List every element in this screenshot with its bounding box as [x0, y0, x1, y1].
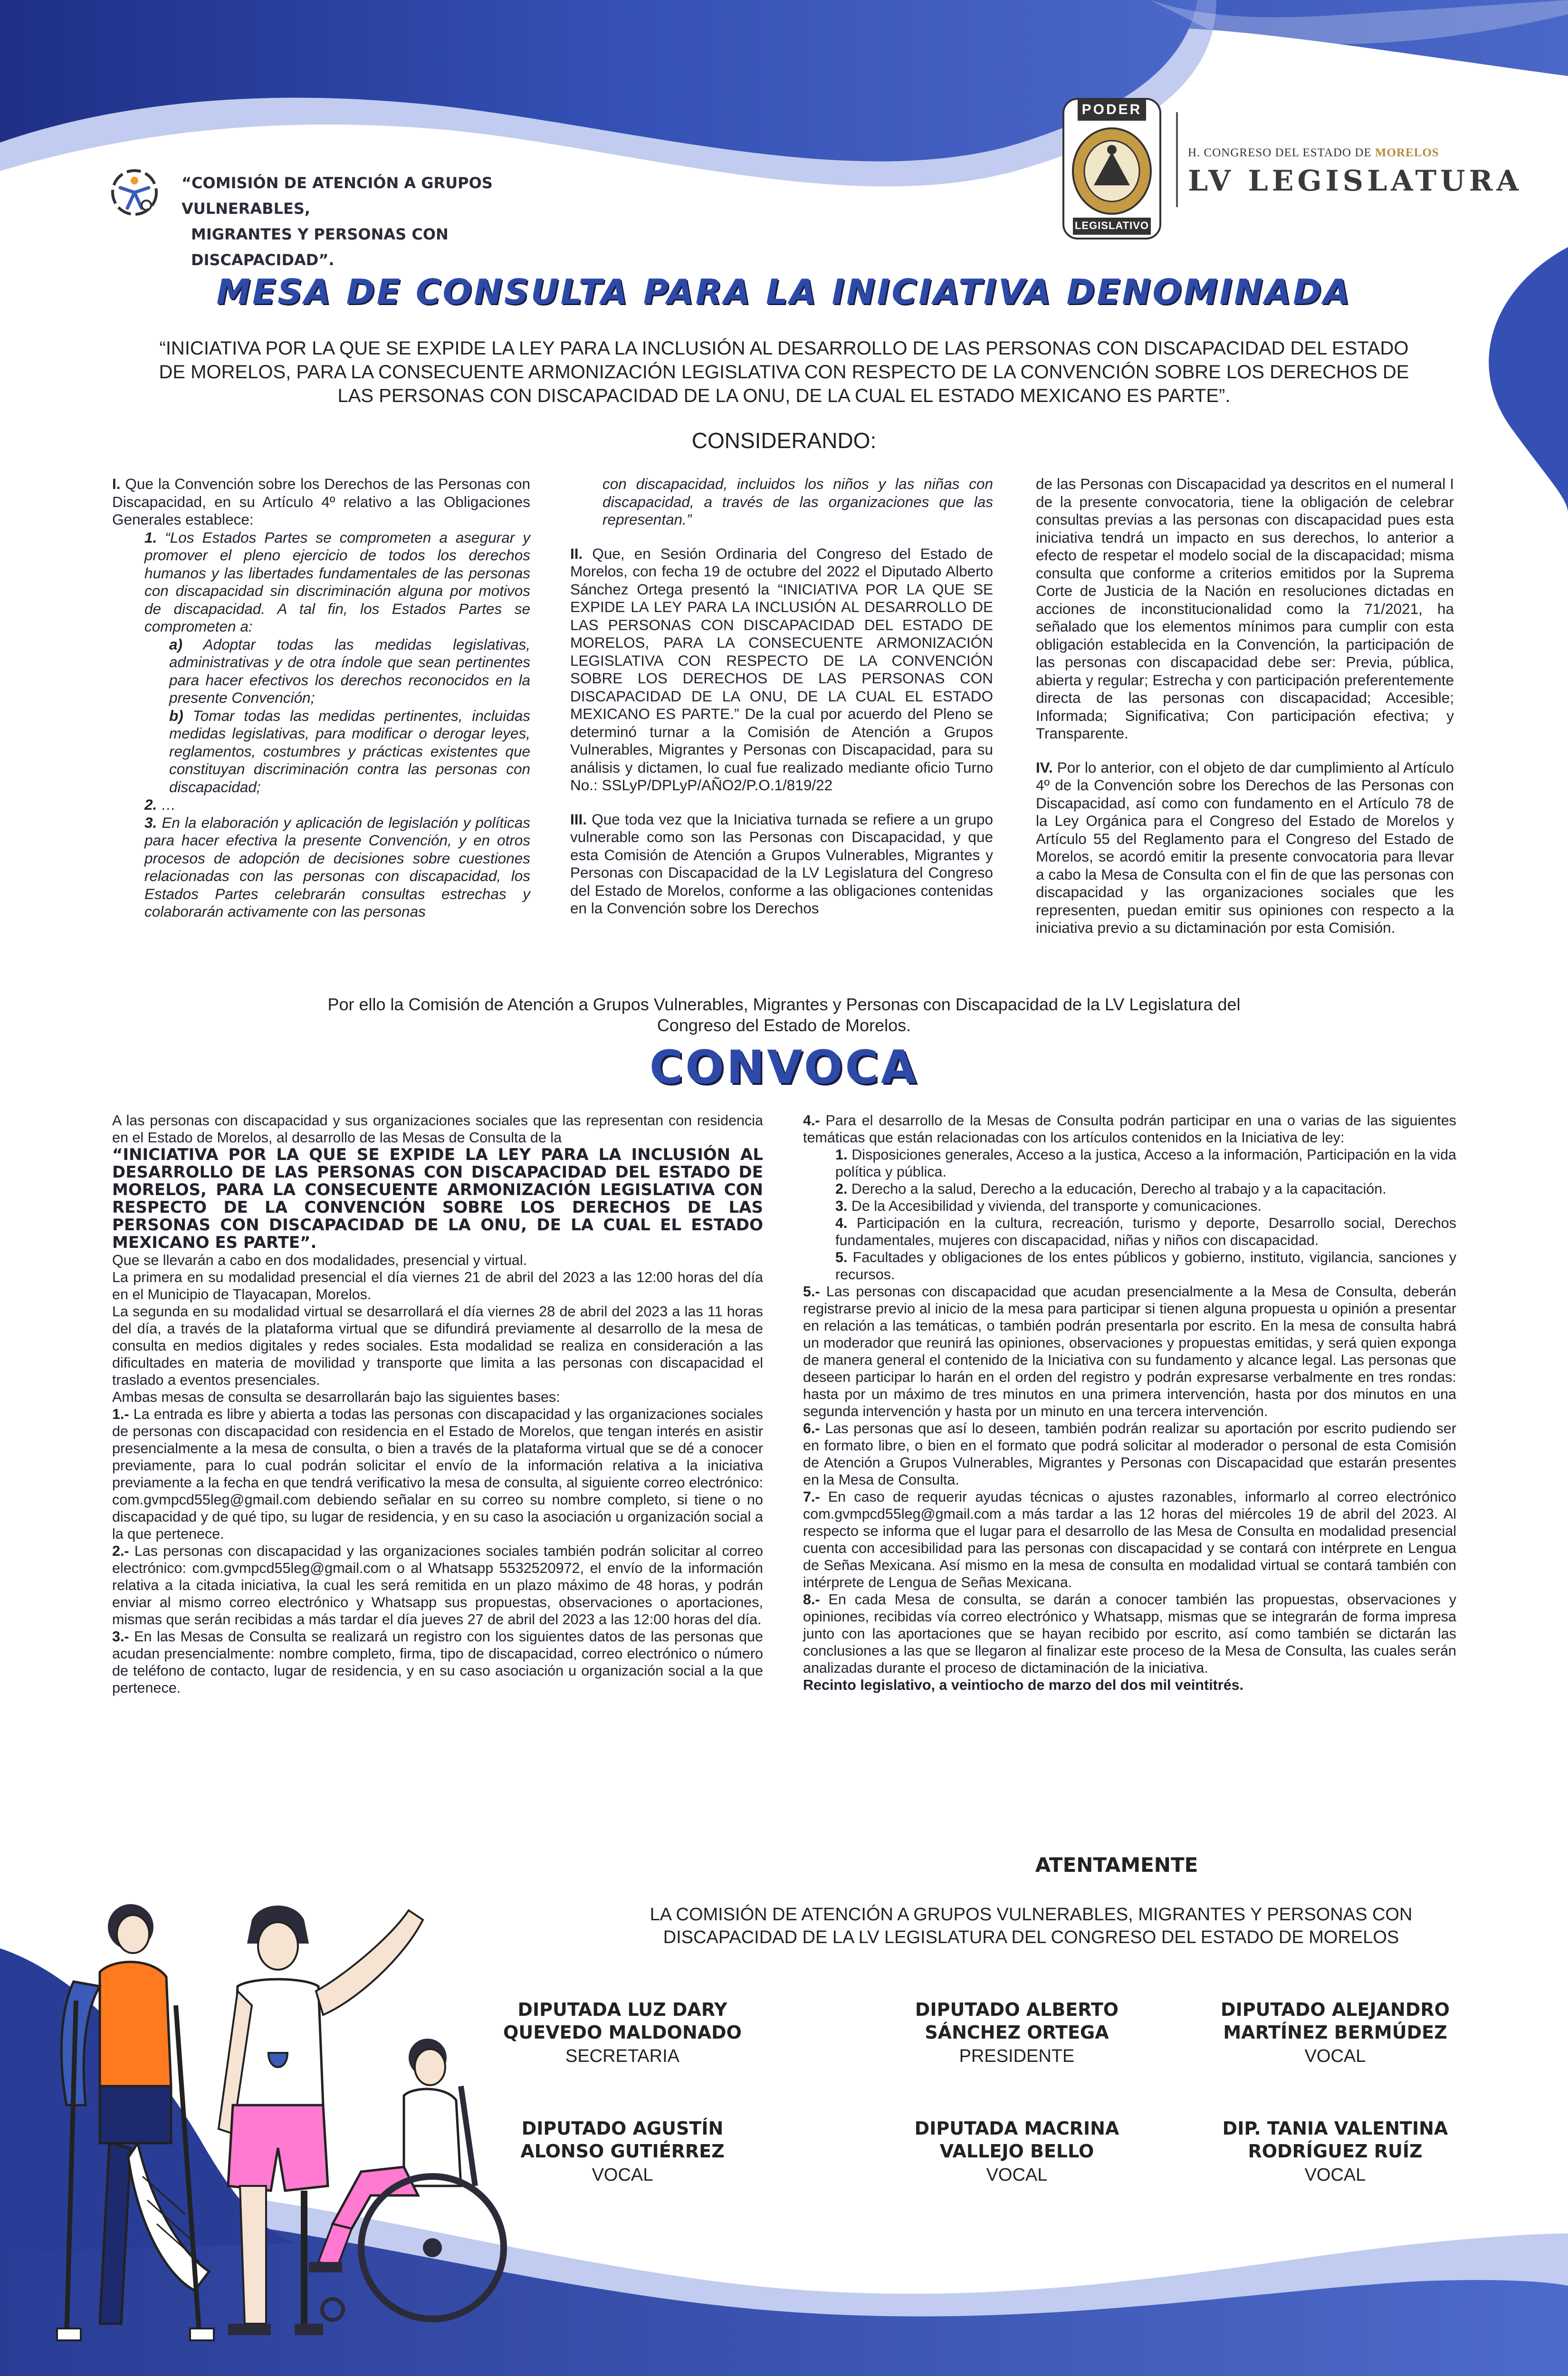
signature-role: VOCAL [1304, 2165, 1366, 2185]
base-5-text: Las personas con discapacidad que acudan presencialmente a la Mesa de Consulta, deberán registrarse previo al inicio de la mesa para participar si tienen alguna propuesta u opinión a presentar en relación a las temáticas, o también podrán presentarla por escrito. En la mesa de consulta habrá un moderador que reunirá las opiniones, observaciones y propuestas emitidas, y será quien exponga de manera general el contenido de la Iniciativa con su fundamento y alcance legal. Las personas que deseen participar lo harán en el orden del registro y podrán expresarse verbalmente en tres rondas: hasta por un máximo de tres minutos en una primera intervención, hasta por dos minutos en una segunda intervención y hasta por un minuto en una tercera intervención. [803, 1284, 1456, 1419]
numeral-iv-text: Por lo anterior, con el objeto de dar cumplimiento al Artículo 4º de la Convención sobre los Derechos de las Personas con Discapacidad, así como con fundamento en el Artículo 78 de la Ley Orgánica para el Congreso del Estado de Morelos y Artículo 55 del Reglamento para el Congreso del Estado de Morelos, se acordó emitir la presente convocatoria para llevar a cabo la Mesa de Consulta con el fin de que las personas con discapacidad y las organizaciones sociales que les representen, puedan emitir sus opiniones con respecto a la iniciativa previo a su dictaminación por esta Comisión. [1036, 758, 1454, 936]
seal-bottom-label: LEGISLATIVO [1074, 220, 1149, 231]
numeral-iv: IV. [1036, 758, 1053, 776]
signature-name-line-1: DIPUTADA MACRINA [914, 2118, 1119, 2139]
base-5 [803, 1283, 1456, 1420]
base-4-text: Para el desarrollo de la Mesas de Consulta podrán participar en una o varias de las siguientes temáticas que están relacionadas con los artículos contenidos en la Iniciativa de ley: [803, 1112, 1456, 1146]
convoca-heading: CONVOCA [649, 1041, 919, 1094]
considerando-iv [1036, 759, 1454, 937]
base-1-number: 1.- [112, 1406, 129, 1422]
considerando-iii-continued: de las Personas con Discapacidad ya descritos en el numeral I de la presente convocatoria, tiene la obligación de celebrar consultas previas a las personas con discapacidad pues esta iniciativa tendrá un impacto en sus derechos, lo anterior a efecto de respetar el modelo social de la discapacidad; misma consulta que conforme a criterios emitidos por la Suprema Corte de Justicia de la Nación en resoluciones dictadas en acciones de inconstitucionalidad como la 71/2021, ha señalado que los elementos mínimos para cumplir con esta obligación establecida en la Convención, la participación de las personas con discapacidad debe ser: Previa, pública, abierta y regular; Estrecha y con participación preferentemente directa de las personas con discapacidad; Accesible; Informada; Significativa; Con participación efectiva; y Transparente. [1036, 475, 1454, 742]
point-3-text: En la elaboración y aplicación de legislación y políticas para hacer efectiva la presente Convención, y en otros procesos de adopción de decisiones sobre cuestiones relacionadas con las personas con discapacidad, los Estados Partes celebrarán consultas estrechas y colaborarán activamente con las personas [144, 814, 530, 920]
numeral-i: I. [112, 475, 121, 492]
convention-point-a [112, 636, 530, 707]
signature-role: VOCAL [986, 2165, 1048, 2185]
theme-1-text: Disposiciones generales, Acceso a la justica, Acceso a la información, Participación en la vida política y pública. [835, 1147, 1456, 1180]
base-7 [803, 1488, 1456, 1591]
signature-2 [870, 1998, 1164, 2069]
point-b-text: Tomar todas las medidas pertinentes, incluidas medidas legislativas, para modificar o derogar leyes, reglamentos, costumbres y prácticas existentes que constituyan discriminación contra las personas con discapacidad; [169, 707, 530, 795]
seal-top-label: PODER [1081, 102, 1142, 117]
theme-4-text: Participación en la cultura, recreación, turismo y deporte, Desarrollo social, Derechos fundamentales, mujeres con discapacidad, niñas y niños con discapacidad. [835, 1215, 1456, 1248]
numeral-i-text: Que la Convención sobre los Derechos de las Personas con Discapacidad, en su Artículo 4º relativo a las Obligaciones Generales establece: [112, 475, 530, 528]
base-7-number: 7.- [803, 1489, 820, 1505]
atentamente-heading: ATENTAMENTE [1035, 1853, 1198, 1877]
base-3-number: 3.- [112, 1629, 129, 1645]
base-3 [112, 1628, 763, 1696]
base-1-text: La entrada es libre y abierta a todas las personas con discapacidad y las organizaciones sociales de personas con discapacidad con residencia en el Estado de Morelos, que tengan interés en asistir presencialmente a la mesa de consulta, o bien a través de la plataforma virtual que se dé a conocer previamente, para lo cual podrán solicitar el envío de la información relativa a la iniciativa previamente a la fecha en que tendrá verificativo la mesa de consulta, al siguiente correo electrónico: com.gvmpcd55leg@gmail.com debiendo señalar en su correo su nombre completo, si tiene o no discapacidad y de qué tipo, su lugar de residencia, y en su caso la asociación u organización social a la que pertenece. [112, 1406, 763, 1542]
theme-2 [803, 1180, 1456, 1198]
point-a-text: Adoptar todas las medidas legislativas, administrativas y de otra índole que sean pertinentes para hacer efectivos los derechos reconocidos en la presente Convención; [169, 635, 530, 706]
commission-name [182, 170, 571, 273]
point-2-number: 2. [144, 796, 157, 813]
legislature-name: LV LEGISLATURA [1188, 164, 1522, 198]
congress-state: MORELOS [1375, 146, 1439, 159]
theme-2-text: Derecho a la salud, Derecho a la educación, Derecho al trabajo y a la capacitación. [847, 1181, 1386, 1197]
signature-name-line-2: VALLEJO BELLO [939, 2141, 1094, 2162]
base-3-text: En las Mesas de Consulta se realizará un registro con los siguientes datos de las personas que acudan presencialmente: nombre completo, firma, tipo de discapacidad, correo electrónico o número de teléfono de contacto, lugar de residencia, y en su caso asociación u organización social a la que pertenece. [112, 1629, 763, 1696]
commission-line-2: MIGRANTES Y PERSONAS CON DISCAPACIDAD”. [191, 225, 449, 269]
base-4-number: 4.- [803, 1112, 820, 1129]
bases-column-2 [803, 1112, 1456, 1694]
base-2-number: 2.- [112, 1543, 129, 1559]
theme-3 [803, 1198, 1456, 1215]
base-8 [803, 1591, 1456, 1677]
considerando-heading: CONSIDERANDO: [691, 428, 877, 453]
theme-3-number: 3. [835, 1198, 848, 1214]
header-divider [1176, 112, 1178, 207]
theme-3-text: De la Accesibilidad y vivienda, del transporte y comunicaciones. [847, 1198, 1262, 1214]
base-8-number: 8.- [803, 1591, 820, 1608]
considerando-i [112, 475, 530, 529]
signature-name-line-1: DIPUTADO AGUSTÍN [521, 2118, 724, 2139]
page-title: MESA DE CONSULTA PARA LA INICIATIVA DENOMINADA [216, 272, 1352, 312]
por-ello-statement: Por ello la Comisión de Atención a Grupos Vulnerables, Migrantes y Personas con Discapacidad de la LV Legislatura del Congreso del Estado de Morelos. [327, 995, 1241, 1035]
signature-5 [870, 2117, 1164, 2187]
point-2-text: … [157, 796, 176, 813]
theme-4-number: 4. [835, 1215, 848, 1231]
inclusion-figure-icon [108, 166, 161, 219]
point-3-number: 3. [144, 814, 157, 831]
signature-name-line-1: DIPUTADO ALEJANDRO [1221, 1999, 1450, 2020]
commission-full-name: LA COMISIÓN DE ATENCIÓN A GRUPOS VULNERABLES, MIGRANTES Y PERSONAS CON DISCAPACIDAD DE LA LV LEGISLATURA DEL CONGRESO DEL ESTADO DE MORELOS [650, 1905, 1413, 1947]
base-1 [112, 1406, 763, 1542]
convocation-intro: A las personas con discapacidad y sus organizaciones sociales que las representan con residencia en el Estado de Morelos, al desarrollo de las Mesas de Consulta de la [112, 1112, 763, 1146]
people-with-disabilities-illustration-icon [29, 1882, 523, 2357]
numeral-ii: II. [570, 545, 583, 562]
numeral-ii-text: Que, en Sesión Ordinaria del Congreso del Estado de Morelos, con fecha 19 de octubre del 2022 el Diputado Alberto Sánchez Ortega presentó la “INICIATIVA POR LA QUE SE EXPIDE LA LEY PARA LA INCLUSIÓN AL DESARROLLO DE LAS PERSONAS CON DISCAPACIDAD DEL ESTADO DE MORELOS, PARA LA CONSECUENTE ARMONIZACIÓN LEGISLATIVA CON RESPECTO DE LA CONVENCIÓN SOBRE LOS DERECHOS DE LAS PERSONAS CON DISCAPACIDAD DE LA ONU, DE LA CUAL EL ESTADO MEXICANO ES PARTE.” De la cual por acuerdo del Pleno se determinó turnar a la Comisión de Atención a Grupos Vulnerables, Migrantes y Personas con Discapacidad, para su análisis y dictamen, lo cual fue realizado mediante oficio Turno No.: SSLyP/DPLyP/AÑO2/P.O.1/819/22 [570, 545, 993, 794]
theme-1 [803, 1146, 1456, 1180]
modalities-text: Que se llevarán a cabo en dos modalidades, presencial y virtual. [112, 1252, 527, 1268]
signature-role: SECRETARIA [565, 2046, 679, 2066]
bases-intro-text: Ambas mesas de consulta se desarrollarán bajo las siguientes bases: [112, 1389, 560, 1405]
numeral-iii-text: Que toda vez que la Iniciativa turnada se refiere a un grupo vulnerable como son las Personas con Discapacidad, y que esta Comisión de Atención a Grupos Vulnerables, Migrantes y Personas con Discapacidad de la LV Legislatura del Congreso del Estado de Morelos, conforme a las obligaciones contenidas en la Convención sobre los Derechos [570, 810, 993, 917]
commission-line-1: “COMISIÓN DE ATENCIÓN A GRUPOS VULNERABLES, [182, 174, 493, 218]
base-8-text: En cada Mesa de consulta, se darán a conocer también las propuestas, observaciones y opiniones, recibidas vía correo electrónico y Whatsapp, mismas que se integrarán de forma impresa junto con las aportaciones que se hayan recibido por escrito, así como también se dictarán las conclusiones a las que se llegaron al finalizar este proceso de la Mesa de Consulta, las cuales serán analizadas durante el proceso de dictaminación de la iniciativa. [803, 1591, 1456, 1676]
signature-name-line-1: DIPUTADA LUZ DARY [517, 1999, 727, 2020]
theme-4 [803, 1215, 1456, 1249]
convention-point-3-continued: con discapacidad, incluidos los niños y las niñas con discapacidad, a través de las organizaciones que las representan.” [602, 475, 993, 528]
numeral-iii: III. [570, 810, 587, 828]
signature-name-line-2: QUEVEDO MALDONADO [503, 2022, 742, 2043]
considerando-column-2 [570, 475, 993, 918]
base-6-number: 6.- [803, 1420, 820, 1437]
signature-name-line-1: DIPUTADO ALBERTO [915, 1999, 1119, 2020]
signature-role: VOCAL [592, 2165, 653, 2185]
signature-6 [1188, 2117, 1482, 2187]
base-2 [112, 1542, 763, 1628]
base-2-text: Las personas con discapacidad y las organizaciones sociales también podrán solicitar al correo electrónico: com.gvmpcd55leg@gmail.com o al Whatsapp 5532520972, el envío de la información relativa a la citada iniciativa, la cual les será remitida en un plazo máximo de 48 horas, y podrán enviar al mismo correo electrónico y Whatsapp sus propuestas, observaciones o aportaciones, mismas que serán recibidas a más tardar el día jueves 27 de abril del 2023 a las 12:00 horas del día. [112, 1543, 763, 1628]
theme-5-text: Facultades y obligaciones de los entes públicos y gobierno, instituto, vigilancia, sanciones y recursos. [835, 1249, 1456, 1283]
theme-2-number: 2. [835, 1181, 848, 1197]
convention-point-3 [112, 814, 530, 921]
congress-prefix: H. CONGRESO DEL ESTADO DE [1188, 146, 1375, 159]
theme-5-number: 5. [835, 1249, 848, 1265]
convocation-initiative-name: “INICIATIVA POR LA QUE SE EXPIDE LA LEY PARA LA INCLUSIÓN AL DESARROLLO DE LAS PERSONAS CON DISCAPACIDAD DEL ESTADO DE MORELOS, PARA LA CONSECUENTE ARMONIZACIÓN LEGISLATIVA CON RESPECTO DE LA CONVENCIÓN SOBRE LOS DERECHOS DE LAS PERSONAS CON DISCAPACIDAD DE LA ONU, DE LA CUAL EL ESTADO MEXICANO ES PARTE”. [112, 1145, 763, 1252]
signature-name-line-1: DIP. TANIA VALENTINA [1222, 2118, 1448, 2139]
theme-1-number: 1. [835, 1147, 848, 1163]
base-7-text: En caso de requerir ayudas técnicas o ajustes razonables, informarlo al correo electrónico com.gvmpcd55leg@gmail.com a más tardar a las 12 horas del miércoles 19 de abril del 2023. Al respecto se informa que el lugar para el desarrollo de las Mesa de Consulta en modalidad presencial cuenta con accesibilidad para las personas con discapacidad y se contará con intérprete en Lengua de Señas Mexicana. Así mismo en la mesa de consulta en modalidad virtual se contará también con intérprete de Lengua de Señas Mexicana. [803, 1489, 1456, 1590]
base-6-text: Las personas que así lo deseen, también podrán realizar su aportación por escrito pudiendo ser en formato libre, o bien en el formato que podrá solicitar al moderador o personal de esta Comisión de Atención a Grupos Vulnerables, Migrantes y Personas con Discapacidad que estarán presentes en la Mesa de Consulta. [803, 1420, 1456, 1488]
base-5-number: 5.- [803, 1284, 820, 1300]
base-6 [803, 1420, 1456, 1488]
initiative-name: “INICIATIVA POR LA QUE SE EXPIDE LA LEY PARA LA INCLUSIÓN AL DESARROLLO DE LAS PERSONAS CON DISCAPACIDAD DEL ESTADO DE MORELOS, PARA LA CONSECUENTE ARMONIZACIÓN LEGISLATIVA CON RESPECTO DE LA CONVENCIÓN SOBRE LOS DERECHOS DE LAS PERSONAS CON DISCAPACIDAD DE LA ONU, DE LA CUAL EL ESTADO MEXICANO ES PARTE”. [159, 338, 1409, 406]
point-a-letter: a) [169, 635, 183, 653]
convention-point-1 [112, 529, 530, 636]
first-session-text: La primera en su modalidad presencial el día viernes 21 de abril del 2023 a las 12:00 horas del día en el Municipio de Tlayacapan, Morelos. [112, 1269, 763, 1303]
base-4 [803, 1112, 1456, 1146]
signature-name-line-2: SÁNCHEZ ORTEGA [925, 2022, 1109, 2043]
considerando-iii [570, 811, 993, 918]
congress-name [1188, 146, 1439, 160]
congress-seal [1060, 95, 1164, 242]
signature-3 [1188, 1998, 1482, 2069]
second-session-text: La segunda en su modalidad virtual se desarrollará el día viernes 28 de abril del 2023 a las 11 horas del día, a través de la plataforma virtual que se difundirá previamente al desarrollo de la mesa de consulta en medios digitales y redes sociales. Esta modalidad se realiza en consideración a las dificultades en materia de movilidad y transporte que limita a las personas con discapacidad el traslado a eventos presenciales. [112, 1303, 763, 1388]
convention-point-b [112, 707, 530, 796]
person-with-crutches-icon [57, 1904, 214, 2340]
signature-name-line-2: RODRÍGUEZ RUÍZ [1248, 2141, 1423, 2162]
bases-column-1 [112, 1112, 763, 1696]
theme-5 [803, 1249, 1456, 1283]
considerando-column-1 [112, 475, 530, 921]
recinto-date: Recinto legislativo, a veintiocho de marzo del dos mil veintitrés. [803, 1677, 1244, 1693]
signature-name-line-2: MARTÍNEZ BERMÚDEZ [1223, 2022, 1447, 2043]
considerando-column-3 [1036, 475, 1454, 937]
point-1-text: “Los Estados Partes se comprometen a asegurar y promover el pleno ejercicio de todos los derechos humanos y las libertades fundamentales de las personas con discapacidad sin discriminación alguna por motivos de discapacidad. A tal fin, los Estados Partes se comprometen a: [144, 528, 530, 635]
point-b-letter: b) [169, 707, 183, 724]
considerando-ii [570, 545, 993, 795]
person-in-wheelchair-icon [309, 2039, 504, 2320]
signature-name-line-2: ALONSO GUTIÉRREZ [520, 2141, 725, 2162]
point-1-number: 1. [144, 528, 157, 546]
convention-point-2 [112, 796, 530, 814]
signature-role: VOCAL [1304, 2046, 1366, 2066]
signature-role: PRESIDENTE [959, 2046, 1075, 2066]
